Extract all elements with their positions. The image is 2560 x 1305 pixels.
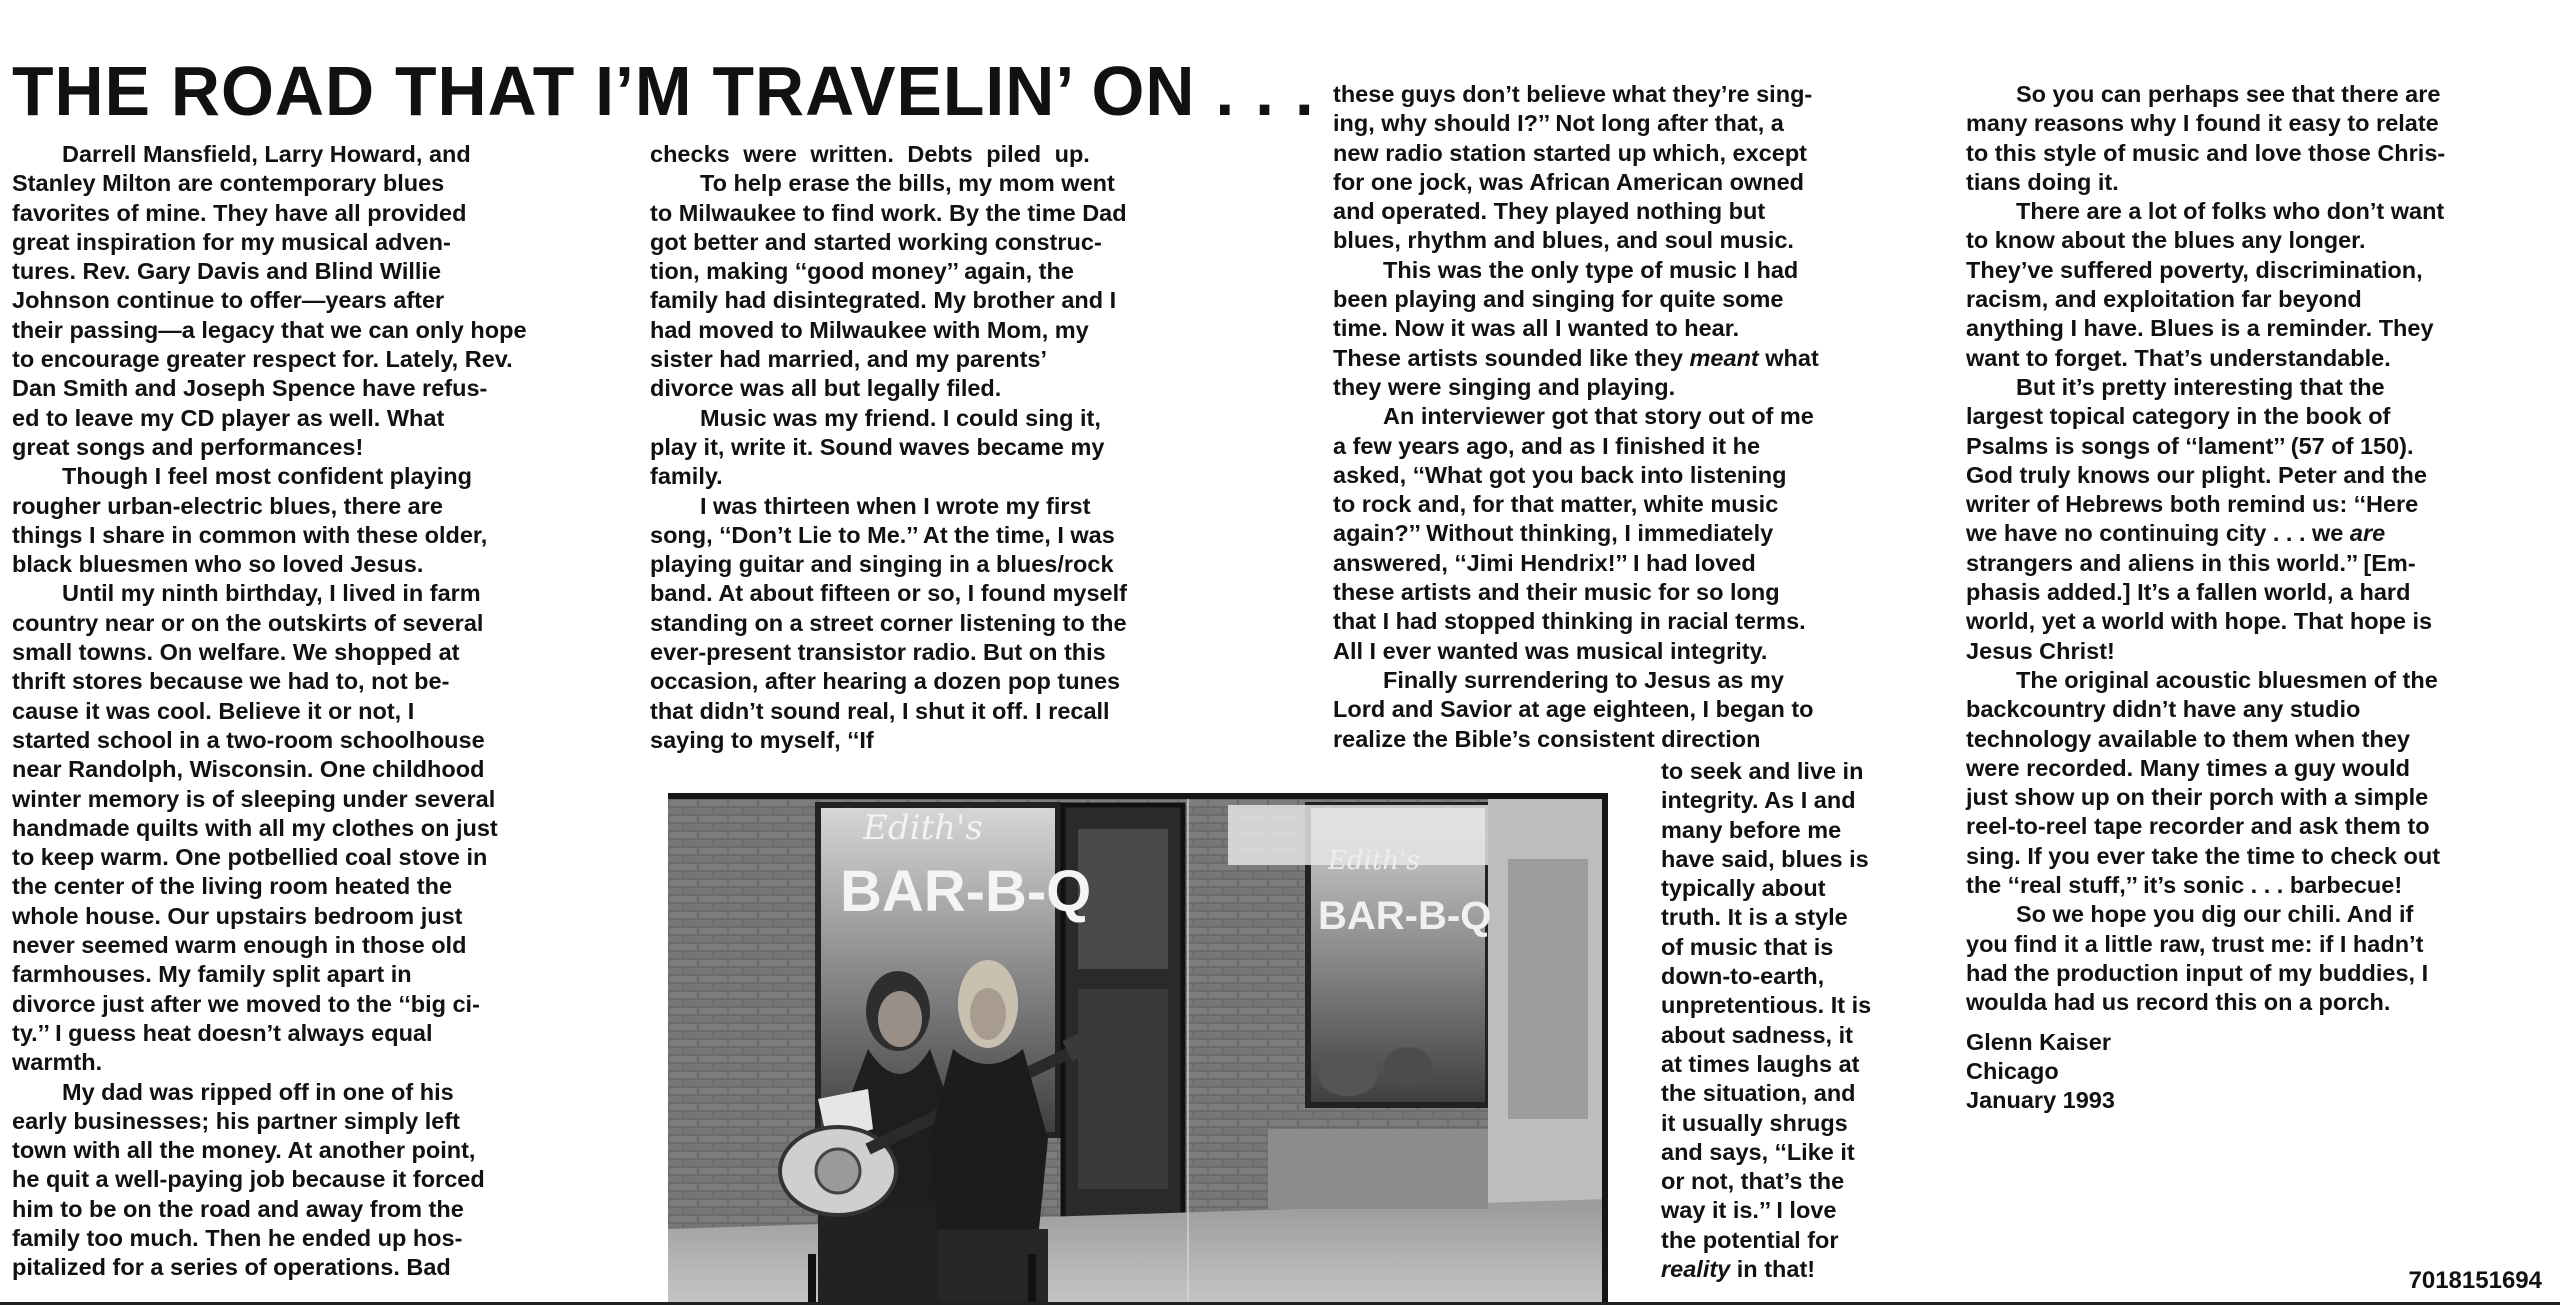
text-line: divorce just after we moved to the ‘‘big ci- — [12, 990, 480, 1017]
text-line: family too much. Then he ended up hos- — [12, 1224, 463, 1251]
text-line: winter memory is of sleeping under several — [12, 785, 496, 812]
text-line: unpretentious. It is — [1661, 992, 1872, 1019]
text-line: family. — [650, 463, 723, 490]
catalog-number: 7018151694 — [2408, 1267, 2542, 1294]
text-line: handmade quilts with all my clothes on just — [12, 814, 498, 841]
text-span: These artists sounded like they — [1333, 344, 1683, 371]
text-line: for one jock, was African American owned — [1333, 168, 1804, 195]
text-line: playing guitar and singing in a blues/rock — [650, 551, 1114, 578]
text-line: to this style of music and love those Chris- — [1966, 139, 2446, 166]
text-line: that didn’t sound real, I shut it off. I recall — [650, 697, 1110, 724]
text-line: blues, rhythm and blues, and soul music. — [1333, 227, 1794, 254]
text-line: So we hope you dig our chili. And if — [2016, 901, 2414, 928]
text-line: Dan Smith and Joseph Spence have refus- — [12, 375, 488, 402]
text-line: started school in a two-room schoolhouse — [12, 726, 485, 753]
text-line: that I had stopped thinking in racial terms. — [1333, 608, 1806, 635]
text-line: To help erase the bills, my mom went — [700, 170, 1115, 197]
article-title: THE ROAD THAT I’M TRAVELIN’ ON . . . — [12, 53, 1315, 131]
text-line: the situation, and — [1661, 1080, 1856, 1107]
signature-city: Chicago — [1966, 1057, 2059, 1084]
text-line: typically about — [1661, 875, 1826, 902]
text-line: standing on a street corner listening to the — [650, 609, 1127, 636]
text-line: Finally surrendering to Jesus as my — [1383, 666, 1784, 693]
text-line: truth. It is a style — [1661, 904, 1848, 931]
text-line: many reasons why I found it easy to relate — [1966, 110, 2439, 137]
text-line: the potential for — [1661, 1226, 1839, 1253]
text-line: Lord and Savior at age eighteen, I began to — [1333, 696, 1814, 723]
column-3-continued — [1661, 757, 1941, 1284]
photo-illustration — [668, 799, 1608, 1305]
text-line: backcountry didn’t have any studio — [1966, 696, 2361, 723]
emphasis-text: are — [2349, 520, 2386, 547]
text-line: So you can perhaps see that there are — [2016, 81, 2441, 107]
musicians-photo — [668, 793, 1608, 1305]
emphasis-text: reality — [1661, 1256, 1731, 1283]
text-line: just show up on their porch with a simple — [1966, 784, 2429, 811]
text-line: to keep warm. One potbellied coal stove in — [12, 844, 488, 871]
text-line: God truly knows our plight. Peter and the — [1966, 461, 2427, 488]
text-line: Until my ninth birthday, I lived in farm — [62, 580, 481, 607]
text-line: pitalized for a series of operations. Bad — [12, 1254, 451, 1281]
text-line: about sadness, it — [1661, 1021, 1853, 1048]
text-line: it usually shrugs — [1661, 1109, 1848, 1136]
text-line: to encourage greater respect for. Lately, Rev. — [12, 346, 513, 373]
sign-text-right: BAR-B-Q — [1318, 894, 1492, 938]
text-line: warmth. — [12, 1049, 103, 1076]
text-line: were recorded. Many times a guy would — [1966, 754, 2411, 781]
column-2 — [650, 140, 1270, 755]
text-line: The original acoustic bluesmen of the — [2016, 666, 2438, 693]
text-line: occasion, after hearing a dozen pop tunes — [650, 668, 1121, 695]
text-line: Psalms is songs of ‘‘lament’’ (57 of 150). — [1966, 432, 2414, 459]
text-line: divorce was all but legally filed. — [650, 375, 1002, 402]
text-line: black bluesmen who so loved Jesus. — [12, 551, 424, 578]
text-line: again?’’ Without thinking, I immediately — [1333, 520, 1774, 547]
text-line: of music that is — [1661, 933, 1834, 960]
text-line: tians doing it. — [1966, 168, 2119, 195]
text-line: ever-present transistor radio. But on this — [650, 639, 1106, 666]
column-4 — [1966, 80, 2556, 1115]
text-line: these artists and their music for so long — [1333, 579, 1780, 606]
text-line: asked, ‘‘What got you back into listening — [1333, 461, 1787, 488]
text-span: what — [1765, 344, 1819, 371]
text-line: Music was my friend. I could sing it, — [700, 404, 1101, 431]
text-line: you find it a little raw, trust me: if I hadn’t — [1966, 930, 2424, 957]
text-line: early businesses; his partner simply left — [12, 1107, 460, 1134]
sign-text-left: BAR-B-Q — [840, 859, 1092, 924]
text-line: great inspiration for my musical adven- — [12, 228, 451, 255]
text-line: been playing and singing for quite some — [1333, 286, 1784, 313]
text-line: ing, why should I?’’ Not long after that, a — [1333, 110, 1784, 137]
text-line: down-to-earth, — [1661, 963, 1825, 990]
text-line: whole house. Our upstairs bedroom just — [12, 902, 463, 929]
text-line: and says, ‘‘Like it — [1661, 1138, 1855, 1165]
text-line: a few years ago, and as I finished it he — [1333, 432, 1761, 459]
text-line: farmhouses. My family split apart in — [12, 961, 412, 988]
text-line: sing. If you ever take the time to check out — [1966, 842, 2441, 869]
text-line: world, yet a world with hope. That hope is — [1966, 608, 2433, 635]
signature-block — [1966, 1028, 2556, 1116]
text-line: to rock and, for that matter, white music — [1333, 491, 1779, 518]
sign-script-right: Edith's — [1328, 846, 1420, 876]
text-line: sister had married, and my parents’ — [650, 346, 1048, 373]
text-line: reel-to-reel tape recorder and ask them to — [1966, 813, 2430, 840]
text-line: time. Now it was all I wanted to hear. — [1333, 315, 1740, 342]
text-line: play it, write it. Sound waves became my — [650, 433, 1105, 460]
text-line: never seemed warm enough in those old — [12, 932, 467, 959]
text-line — [1966, 519, 2556, 548]
text-line: family had disintegrated. My brother and I — [650, 287, 1117, 314]
text-line: phasis added.] It’s a fallen world, a hard — [1966, 579, 2411, 606]
text-line: They’ve suffered poverty, discrimination, — [1966, 256, 2423, 283]
text-line: This was the only type of music I had — [1383, 256, 1799, 283]
text-line: things I share in common with these older, — [12, 521, 488, 548]
text-line: ty.’’ I guess heat doesn’t always equal — [12, 1019, 433, 1046]
text-line: All I ever wanted was musical integrity. — [1333, 637, 1768, 664]
text-line: or not, that’s the — [1661, 1168, 1845, 1195]
text-line: Stanley Milton are contemporary blues — [12, 170, 445, 197]
text-line: writer of Hebrews both remind us: ‘‘Here — [1966, 491, 2419, 518]
text-line: checks were written. Debts piled up. — [650, 141, 1090, 167]
text-line: woulda had us record this on a porch. — [1966, 989, 2391, 1016]
text-line: he quit a well-paying job because it forced — [12, 1166, 485, 1193]
signature-name: Glenn Kaiser — [1966, 1028, 2111, 1055]
text-line: I was thirteen when I wrote my first — [700, 492, 1091, 519]
text-line: There are a lot of folks who don’t want — [2016, 198, 2445, 225]
text-line: new radio station started up which, except — [1333, 139, 1808, 166]
text-line: realize the Bible’s consistent direction — [1333, 725, 1761, 752]
text-line: got better and started working construc- — [650, 228, 1102, 255]
signature-date: January 1993 — [1966, 1087, 2115, 1114]
text-line: to Milwaukee to find work. By the time Dad — [650, 199, 1127, 226]
text-line: technology available to them when they — [1966, 725, 2410, 752]
text-line: largest topical category in the book of — [1966, 403, 2391, 430]
text-line: to know about the blues any longer. — [1966, 227, 2366, 254]
text-line: song, ‘‘Don’t Lie to Me.’’ At the time, I was — [650, 521, 1115, 548]
text-line: favorites of mine. They have all provided — [12, 199, 467, 226]
text-line: great songs and performances! — [12, 433, 364, 460]
text-line: these guys don’t believe what they’re sing- — [1333, 81, 1813, 107]
text-line: near Randolph, Wisconsin. One childhood — [12, 756, 485, 783]
text-line: strangers and aliens in this world.’’ [Em- — [1966, 549, 2416, 576]
text-line: My dad was ripped off in one of his — [62, 1078, 454, 1105]
text-line: cause it was cool. Believe it or not, I — [12, 697, 415, 724]
text-line: integrity. As I and — [1661, 787, 1856, 814]
text-line: they were singing and playing. — [1333, 373, 1676, 400]
text-line: had moved to Milwaukee with Mom, my — [650, 316, 1089, 343]
text-line: town with all the money. At another point, — [12, 1137, 476, 1164]
text-line: have said, blues is — [1661, 845, 1869, 872]
text-line: small towns. On welfare. We shopped at — [12, 639, 460, 666]
text-line — [1333, 344, 1933, 373]
text-line: An interviewer got that story out of me — [1383, 403, 1814, 430]
text-line: at times laughs at — [1661, 1050, 1860, 1077]
text-span: in that! — [1736, 1256, 1816, 1283]
text-line: ed to leave my CD player as well. What — [12, 404, 445, 431]
text-line: tures. Rev. Gary Davis and Blind Willie — [12, 258, 442, 285]
text-line: band. At about fifteen or so, I found myself — [650, 580, 1127, 607]
text-line: want to forget. That’s understandable. — [1966, 344, 2391, 371]
text-line: anything I have. Blues is a reminder. They — [1966, 315, 2434, 342]
text-span: we have no continuing city . . . we — [1966, 520, 2344, 547]
text-line: country near or on the outskirts of several — [12, 609, 484, 636]
text-line: the center of the living room heated the — [12, 873, 453, 900]
text-line: saying to myself, ‘‘If — [650, 726, 874, 753]
text-line: their passing—a legacy that we can only hope — [12, 316, 527, 343]
text-line: Darrell Mansfield, Larry Howard, and — [62, 141, 471, 167]
text-line: to seek and live in — [1661, 758, 1864, 784]
text-line: way it is.’’ I love — [1661, 1197, 1837, 1224]
sign-script-left: Edith's — [863, 808, 983, 848]
text-line: But it’s pretty interesting that the — [2016, 373, 2385, 400]
text-line: had the production input of my buddies, I — [1966, 959, 2429, 986]
text-line: thrift stores because we had to, not be- — [12, 668, 450, 695]
emphasis-text: meant — [1689, 344, 1759, 371]
text-line: and operated. They played nothing but — [1333, 198, 1766, 225]
text-line: the ‘‘real stuff,’’ it’s sonic . . . barbecue! — [1966, 872, 2403, 899]
column-3 — [1333, 80, 1933, 754]
text-line: rougher urban-electric blues, there are — [12, 492, 443, 519]
text-line: tion, making ‘‘good money’’ again, the — [650, 258, 1074, 285]
text-line: him to be on the road and away from the — [12, 1195, 464, 1222]
text-line: Johnson continue to offer—years after — [12, 287, 445, 314]
text-line: answered, ‘‘Jimi Hendrix!’’ I had loved — [1333, 549, 1756, 576]
text-line — [1661, 1255, 1941, 1284]
text-line: Jesus Christ! — [1966, 637, 2115, 664]
text-line: many before me — [1661, 816, 1842, 843]
text-line: racism, and exploitation far beyond — [1966, 286, 2362, 313]
text-line: Though I feel most confident playing — [62, 463, 472, 490]
column-1 — [12, 140, 622, 1283]
